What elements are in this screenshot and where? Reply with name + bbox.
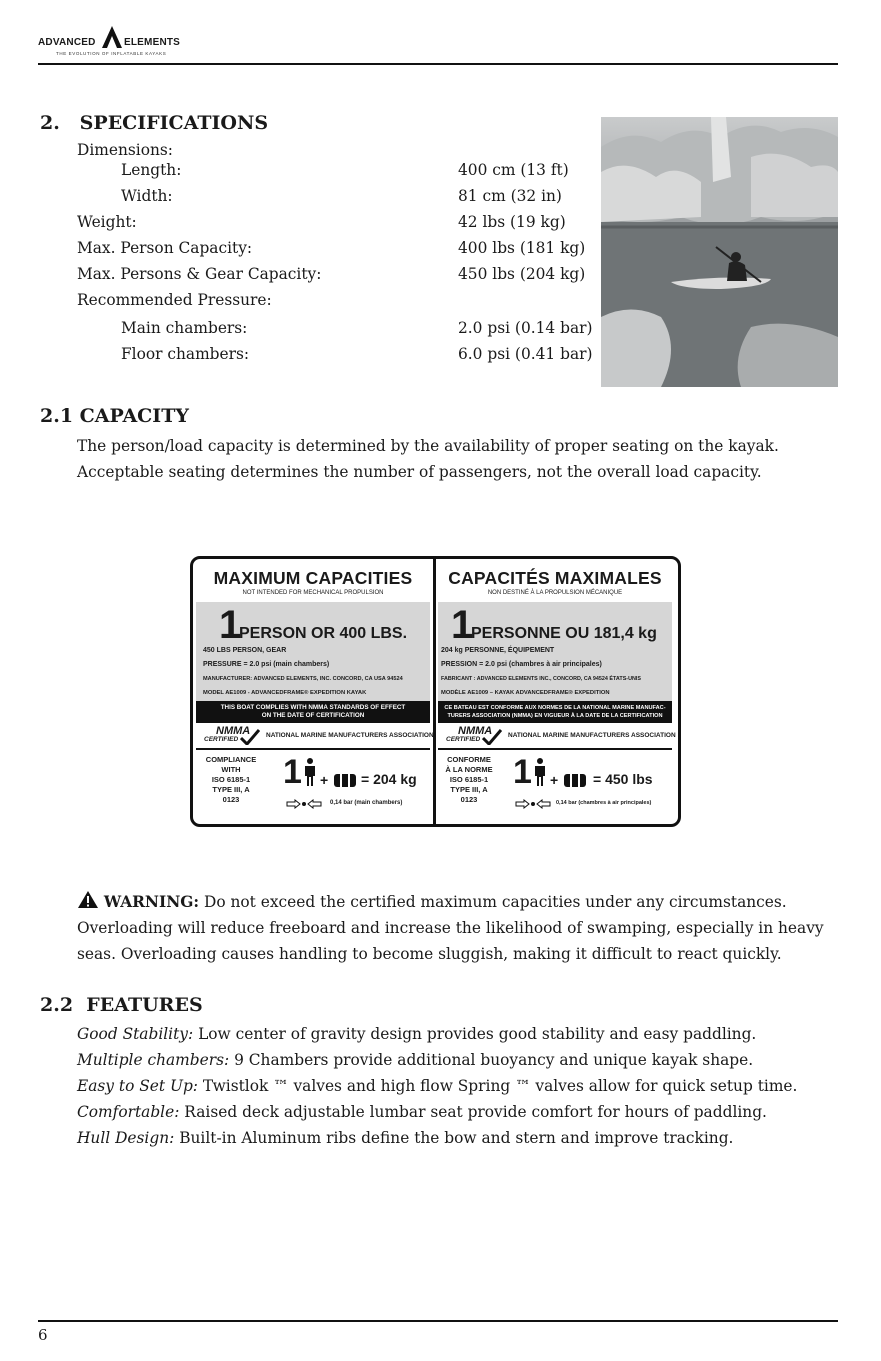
page-number: 6 — [38, 1326, 48, 1344]
spec-label-floor-chambers: Floor chambers: — [121, 345, 250, 363]
warning-text-1: Do not exceed the certified maximum capacities under any circumstances. — [199, 893, 787, 911]
nmma-logo-text: NMMA — [216, 725, 251, 737]
logo-a-mark-icon — [101, 25, 123, 49]
plate-subtitle-fr: NON DESTINÉ À LA PROPULSION MÉCANIQUE — [487, 590, 623, 596]
spec-label-person-capacity: Max. Person Capacity: — [77, 239, 253, 257]
feature-text: 9 Chambers provide additional buoyancy and unique kayak shape. — [229, 1051, 754, 1069]
feature-title: Good Stability: — [77, 1025, 194, 1043]
warning-line-2: Overloading will reduce freeboard and increase the likelihood of swamping, especially in heavy — [77, 919, 824, 937]
logo-tagline: THE EVOLUTION OF INFLATABLE KAYAKS — [56, 51, 167, 56]
capacity-plate — [190, 556, 681, 827]
plate-one-en: 1 — [219, 603, 242, 647]
plate-big-text-fr: PERSONNE OU 181,4 kg — [471, 625, 657, 642]
feature-text: Raised deck adjustable lumbar seat provide comfort for hours of paddling. — [179, 1103, 767, 1121]
logo-brand-left: ADVANCED — [38, 37, 96, 48]
nmma-association-en: NATIONAL MARINE MANUFACTURERS ASSOCIATION — [266, 732, 434, 739]
compliance-line: CONFORME — [447, 755, 491, 764]
compliance-line: ISO 6185-1 — [211, 775, 251, 784]
figure-plus-en: + — [320, 772, 329, 788]
header-rule — [38, 63, 838, 65]
feature-text: Low center of gravity design provides good stability and easy paddling. — [193, 1025, 757, 1043]
feature-title: Multiple chambers: — [77, 1051, 230, 1069]
pressure-arrows-icon — [515, 799, 551, 809]
plate-complies-line-2-fr: TURERS ASSOCIATION (NMMA) EN VIGUEUR À LA DATE DE LA CERTIFICATION — [447, 713, 663, 719]
nmma-certified-logo-icon — [202, 725, 262, 745]
person-icon — [534, 758, 546, 786]
specifications-heading: 2. SPECIFICATIONS — [40, 112, 269, 134]
compliance-line: 0123 — [222, 795, 240, 804]
compliance-line: TYPE III, A — [212, 785, 250, 794]
figure-result-en: = 204 kg — [361, 771, 417, 787]
feature-item — [77, 1021, 756, 1047]
compliance-line: WITH — [221, 765, 241, 774]
spec-value-gear-capacity: 450 lbs (204 kg) — [458, 265, 586, 283]
figure-one-en: 1 — [283, 753, 302, 791]
plate-compliance-bar-en — [196, 701, 430, 723]
spec-value-main-chambers: 2.0 psi (0.14 bar) — [458, 319, 593, 337]
nmma-row-en — [196, 723, 434, 750]
plate-pressure-fr: PRESSION = 2.0 psi (chambres à air principales) — [441, 661, 602, 668]
warning-line-3: seas. Overloading causes handling to become sluggish, making it difficult to react quickly. — [77, 945, 782, 963]
plate-model-fr: MODÈLE AE1009 – KAYAK ADVANCEDFRAME® EXPEDITION — [441, 690, 610, 696]
plate-complies-line-1-en: THIS BOAT COMPLIES WITH NMMA STANDARDS OF EFFECT — [220, 704, 406, 711]
compliance-block-fr — [441, 755, 497, 805]
feature-item — [77, 1073, 797, 1099]
person-icon — [304, 758, 316, 786]
pressure-note-fr: 0,14 bar (chambres à air principales) — [556, 800, 652, 806]
plate-complies-line-1-fr: CE BATEAU EST CONFORME AUX NORMES DE LA NATIONAL MARINE MANUFAC- — [444, 705, 666, 711]
nmma-logo-text: NMMA — [458, 725, 493, 737]
footer-rule — [38, 1320, 838, 1322]
gear-bag-icon — [563, 772, 587, 788]
capacity-line-2: Acceptable seating determines the number of passengers, not the overall load capacity. — [77, 463, 762, 481]
spec-value-width: 81 cm (32 in) — [458, 187, 562, 205]
compliance-line: COMPLIANCE — [205, 755, 257, 764]
feature-title: Hull Design: — [77, 1129, 175, 1147]
plate-one-fr: 1 — [451, 603, 474, 647]
compliance-line: 0123 — [460, 795, 478, 804]
feature-title: Easy to Set Up: — [77, 1077, 198, 1095]
plate-compliance-bar-fr — [438, 701, 672, 723]
brand-logo — [38, 25, 183, 61]
pressure-arrows-icon — [286, 799, 322, 809]
nmma-certified-logo-icon — [444, 725, 504, 745]
plate-manufacturer-fr: FABRICANT : ADVANCED ELEMENTS INC., CONCORD, CA 94524 ÉTATS-UNIS — [441, 676, 641, 682]
spec-value-floor-chambers: 6.0 psi (0.41 bar) — [458, 345, 593, 363]
plate-subtitle-en: NOT INTENDED FOR MECHANICAL PROPULSION — [242, 590, 384, 596]
gear-bag-icon — [333, 772, 357, 788]
figure-result-fr: = 450 lbs — [593, 771, 653, 787]
capacity-line-1: The person/load capacity is determined by the availability of proper seating on the kayak. — [77, 437, 779, 455]
kayak-photo — [601, 117, 838, 387]
nmma-certified-text: CERTIFIED — [446, 736, 481, 743]
spec-label-width: Width: — [121, 187, 173, 205]
capacity-heading: 2.1 CAPACITY — [40, 405, 189, 427]
compliance-line: À LA NORME — [445, 765, 493, 774]
plate-gear-en: 450 LBS PERSON, GEAR — [203, 647, 287, 654]
spec-label-main-chambers: Main chambers: — [121, 319, 248, 337]
feature-item — [77, 1047, 753, 1073]
spec-value-length: 400 cm (13 ft) — [458, 161, 569, 179]
feature-text: Built-in Aluminum ribs define the bow and stern and improve tracking. — [174, 1129, 734, 1147]
checkmark-icon — [482, 729, 502, 745]
pressure-label: Recommended Pressure: — [77, 291, 272, 309]
spec-label-weight: Weight: — [77, 213, 137, 231]
plate-gear-fr: 204 kg PERSONNE, ÉQUIPEMENT — [441, 647, 555, 654]
plate-column-french — [435, 559, 675, 824]
plate-big-text-en: PERSON OR 400 LBS. — [239, 625, 408, 642]
warning-label: WARNING: — [103, 893, 200, 911]
nmma-association-fr: NATIONAL MARINE MANUFACTURERS ASSOCIATION — [508, 732, 676, 739]
nmma-certified-text: CERTIFIED — [204, 736, 239, 743]
compliance-block-en — [203, 755, 259, 805]
plate-model-en: MODEL AE1009 - ADVANCEDFRAME® EXPEDITION KAYAK — [203, 690, 367, 696]
spec-value-weight: 42 lbs (19 kg) — [458, 213, 566, 231]
plate-pressure-en: PRESSURE = 2.0 psi (main chambers) — [203, 661, 330, 668]
features-heading: 2.2 FEATURES — [40, 994, 203, 1016]
nmma-row-fr — [438, 723, 676, 750]
feature-item — [77, 1125, 733, 1151]
spec-label-length: Length: — [121, 161, 182, 179]
feature-title: Comfortable: — [77, 1103, 180, 1121]
warning-triangle-icon — [77, 890, 99, 909]
plate-complies-line-2-en: ON THE DATE OF CERTIFICATION — [261, 712, 365, 719]
plate-column-english — [193, 559, 433, 824]
logo-brand-right: ELEMENTS — [124, 37, 181, 48]
spec-label-gear-capacity: Max. Persons & Gear Capacity: — [77, 265, 322, 283]
warning-line-1 — [77, 889, 787, 915]
plate-title-fr: CAPACITÉS MAXIMALES — [448, 568, 662, 588]
checkmark-icon — [240, 729, 260, 745]
figure-plus-fr: + — [550, 772, 559, 788]
dimensions-label: Dimensions: — [77, 141, 173, 159]
pressure-note-en: 0,14 bar (main chambers) — [330, 800, 403, 806]
spec-value-person-capacity: 400 lbs (181 kg) — [458, 239, 586, 257]
feature-item — [77, 1099, 767, 1125]
feature-text: Twistlok ™ valves and high flow Spring ™ valves allow for quick setup time. — [197, 1077, 798, 1095]
plate-title-en: MAXIMUM CAPACITIES — [213, 568, 413, 588]
compliance-line: ISO 6185-1 — [449, 775, 489, 784]
plate-manufacturer-en: MANUFACTURER: ADVANCED ELEMENTS, INC. CONCORD, CA USA 94524 — [203, 676, 403, 682]
figure-one-fr: 1 — [513, 753, 532, 791]
compliance-line: TYPE III, A — [450, 785, 488, 794]
